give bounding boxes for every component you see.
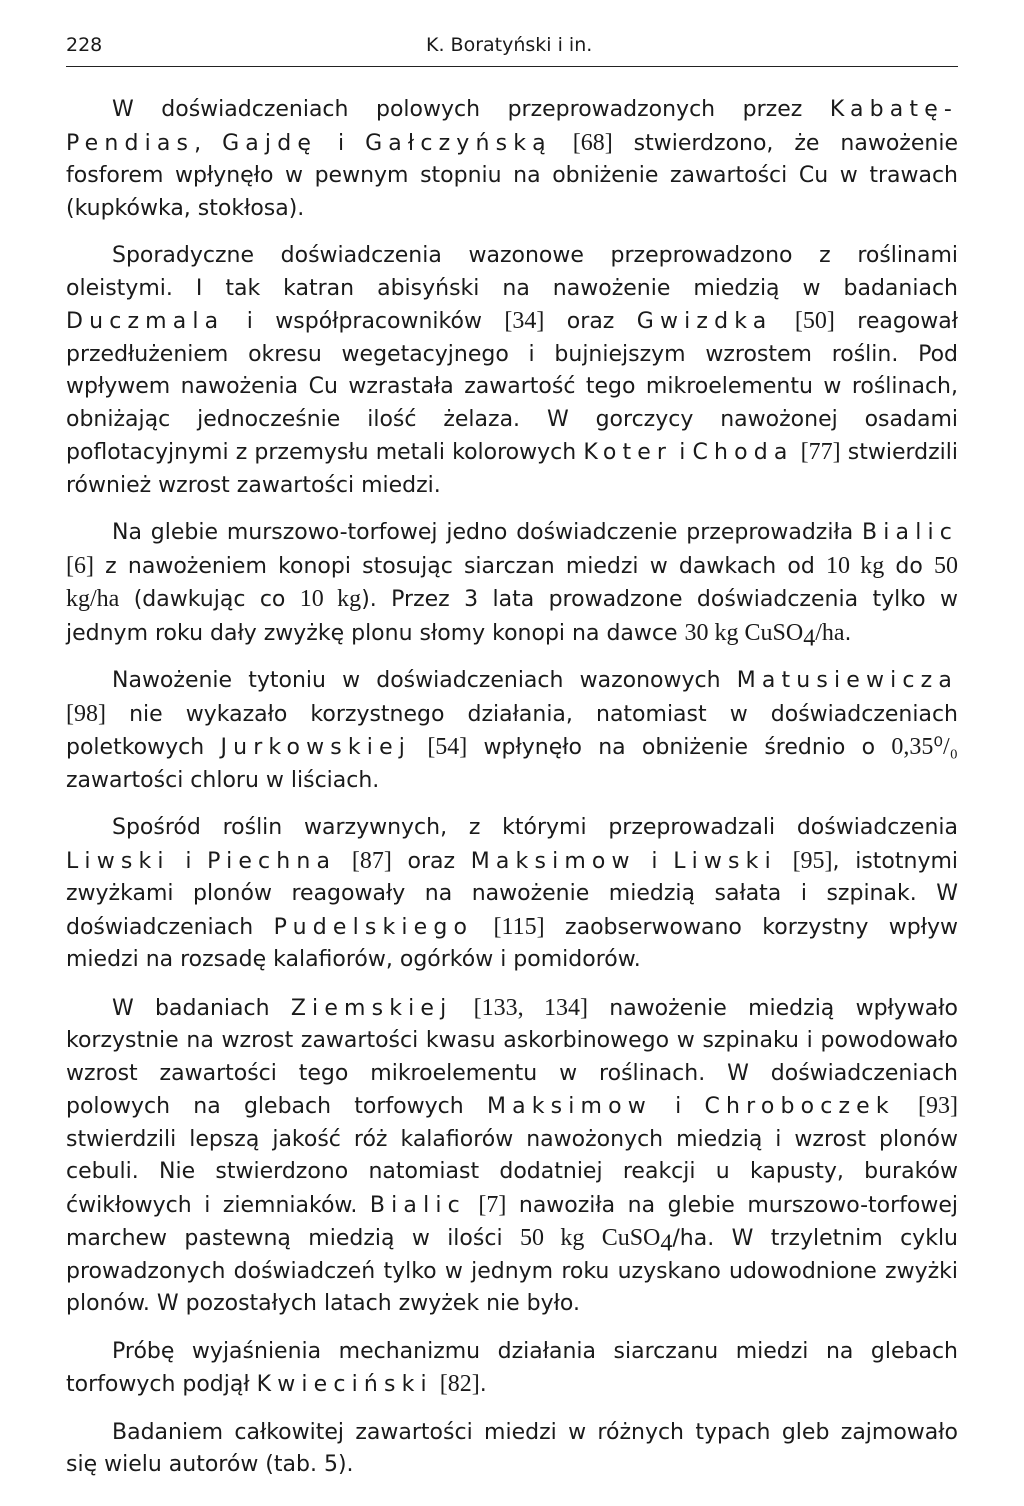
text-run <box>772 309 794 334</box>
text-run: (dawkując co <box>119 587 300 612</box>
subscript: 4 <box>660 1230 673 1257</box>
author-name: Bialic <box>369 1192 466 1218</box>
text-run: stwierdzili lepszą jakość róż kalafiorów nawożonych miedzią i wzrost plonów cebuli. Nie stwierdzono natomiast dodatniej reakcji u kapusty, buraków ćwikłowych i ziemniaków. <box>66 1126 958 1218</box>
text-run <box>336 849 352 874</box>
text-run: i <box>672 440 693 465</box>
body-text <box>66 94 958 1497</box>
text-run: stwierdzono, że nawożenie fosforem wpłynęło w pewnym stopniu na obniżenie zawartości Cu w trawach (kupkówka, stokłosa). <box>66 130 958 221</box>
author-name: Gajdę <box>222 130 318 156</box>
author-name: Maksimow <box>486 1094 652 1119</box>
text-run: Nawożenie tytoniu w doświadczeniach wazonowych <box>112 668 737 693</box>
citation-ref: [115] <box>493 913 545 940</box>
text-run: i <box>635 848 674 874</box>
journal-page <box>66 30 959 1477</box>
text-run: Na glebie murszowo-torfowej jedno doświadczenie przeprowadziła <box>112 520 863 545</box>
subscript: 4 <box>803 624 816 651</box>
text-run: stwierdzili również wzrost zawartości miedzi. <box>66 440 959 498</box>
text-run: nawożenie miedzią wpływało korzystnie na wzrost zawartości kwasu askorbinowego w szpinaku i powodowało wzrost zawartości tego mikroelementu w roślinach. W doświadczeniach polowych na glebach torfowych <box>66 995 958 1119</box>
author-name: Jurkowskiej <box>220 735 412 760</box>
citation-ref: [87] <box>351 847 392 874</box>
citation-ref: [95] <box>792 847 833 874</box>
paragraph-3 <box>66 517 958 650</box>
quantity: 10 kg <box>826 552 885 579</box>
text-run: , istotnymi zwyżkami plonów reagowały na nawożenie miedzią sałata i szpinak. W doświadczeniach <box>66 848 959 940</box>
text-run: ). Przez 3 lata prowadzone doświadczenia tylko w jednym roku dały zwyżkę plonu słomy konopi na dawce <box>66 587 958 646</box>
author-name: Koter <box>583 440 673 465</box>
author-name: Kabatę-Pendias <box>66 97 958 156</box>
citation-ref: [6] <box>66 552 94 579</box>
text-run: . <box>479 1372 487 1397</box>
author-name: Bialic <box>862 520 958 545</box>
author-name: Gałczyńską <box>365 130 552 156</box>
author-name: Pudelskiego <box>273 914 474 940</box>
author-name: Maksimow <box>470 848 636 874</box>
quantity: 0,35⁰/₀ <box>891 734 958 760</box>
page-number: 228 <box>66 34 103 56</box>
author-name: Kwieciński <box>256 1372 433 1397</box>
text-run: reagował przedłużeniem okresu wegetacyjnego i bujniejszym wzrostem roślin. Pod wpływem nawożenia Cu wzrastała zawartość tego mikroelementu w roślinach, obniżając jednocześnie ilość żelaza. W gorczycy nawożonej osadami poflotacyjnymi z przemysłu metali kolorowych <box>66 309 958 465</box>
text-run <box>552 131 573 156</box>
author-name: Liwski <box>66 848 170 874</box>
citation-ref: [50] <box>794 308 835 334</box>
paragraph-7 <box>66 1336 958 1402</box>
text-run: Próbę wyjaśnienia mechanizmu działania siarczanu miedzi na glebach torfowych podjął <box>66 1338 958 1397</box>
paragraph-2 <box>66 240 958 502</box>
text-run <box>794 440 801 465</box>
text-run: do <box>884 553 935 579</box>
citation-ref: [98] <box>66 700 106 727</box>
paragraph-4 <box>66 665 958 797</box>
text-run: /ha. W trzyletnim cyklu prowadzonych doświadczeń tylko w jednym roku uzyskano udowodnione zwyżki plonów. W pozostałych latach zwyżek nie było. <box>66 1226 959 1316</box>
author-name: Ziemskiej <box>290 995 453 1021</box>
text-run: z nawożeniem konopi stosując siarczan miedzi w dawkach od <box>93 553 827 579</box>
quantity: /ha <box>815 619 845 646</box>
citation-ref: [93] <box>918 1093 959 1119</box>
text-run: nie wykazało korzystnego działania, natomiast w doświadczeniach poletkowych <box>66 701 958 760</box>
author-name: Liwski <box>673 848 777 874</box>
text-run: oraz <box>544 309 637 334</box>
quantity: 10 kg <box>299 586 362 612</box>
text-run: Spośród roślin warzywnych, z którymi przeprowadzali doświadczenia <box>112 815 958 840</box>
quantity: 50 kg <box>519 1225 585 1251</box>
text-run <box>433 1372 440 1397</box>
author-name: Matusiewicza <box>736 668 958 693</box>
citation-ref: [34] <box>504 308 545 334</box>
text-run <box>473 915 493 940</box>
author-name: Gwizdka <box>636 309 773 334</box>
quantity: 30 kg CuSO <box>684 619 804 646</box>
author-name: Chroboczek <box>704 1094 895 1119</box>
author-name: Piechna <box>207 848 337 874</box>
citation-ref: [68] <box>572 129 613 156</box>
text-run <box>452 996 473 1021</box>
text-run: Sporadyczne doświadczenia wazonowe przeprowadzono z roślinami oleistymi. I tak katran abisyński na nawożenie miedzią w badaniach <box>66 243 958 301</box>
quantity: 50 kg/ha <box>66 552 959 612</box>
author-name: Duczmala <box>66 309 225 334</box>
text-run: i współpracowników <box>224 309 505 334</box>
citation-ref: [7] <box>478 1191 507 1218</box>
text-run: zaobserwowano korzystny wpływ miedzi na rozsadę kalafiorów, ogórków i pomidorów. <box>66 914 959 972</box>
text-run <box>777 849 793 874</box>
text-run <box>584 1226 601 1251</box>
text-run <box>466 1193 479 1218</box>
paragraph-5 <box>66 812 958 977</box>
citation-ref: [77] <box>800 439 841 465</box>
paragraph-8 <box>66 1417 958 1482</box>
text-run <box>895 1094 918 1119</box>
citation-ref: [82] <box>439 1371 480 1397</box>
text-run: nawoziła na glebie murszowo-torfowej marchew pastewną miedzią w ilości <box>66 1192 959 1251</box>
citation-ref: [133, 134] <box>473 994 588 1021</box>
text-run <box>411 735 427 760</box>
paragraph-6 <box>66 992 958 1321</box>
text-run: i <box>169 848 208 874</box>
running-head <box>66 30 958 66</box>
header-rule <box>66 66 958 67</box>
text-run: i <box>651 1094 705 1119</box>
header-author: K. Boratyński i in. <box>426 34 593 56</box>
text-run: Badaniem całkowitej zawartości miedzi w różnych typach gleb zajmowało się wielu autorów (tab. 5). <box>66 1419 958 1477</box>
text-run: , <box>194 130 223 156</box>
citation-ref: [54] <box>427 734 468 760</box>
text-run: oraz <box>391 848 471 874</box>
quantity: CuSO <box>601 1225 661 1251</box>
text-run: W badaniach <box>112 995 291 1021</box>
text-run: zawartości chloru w liściach. <box>66 767 380 793</box>
text-run: i <box>317 130 366 156</box>
text-run: . <box>844 620 852 646</box>
author-name: Choda <box>692 440 794 465</box>
text-run: W doświadczeniach polowych przeprowadzonych przez <box>112 97 830 122</box>
paragraph-1 <box>66 94 958 225</box>
text-run: wpłynęło na obniżenie średnio o <box>467 735 892 760</box>
